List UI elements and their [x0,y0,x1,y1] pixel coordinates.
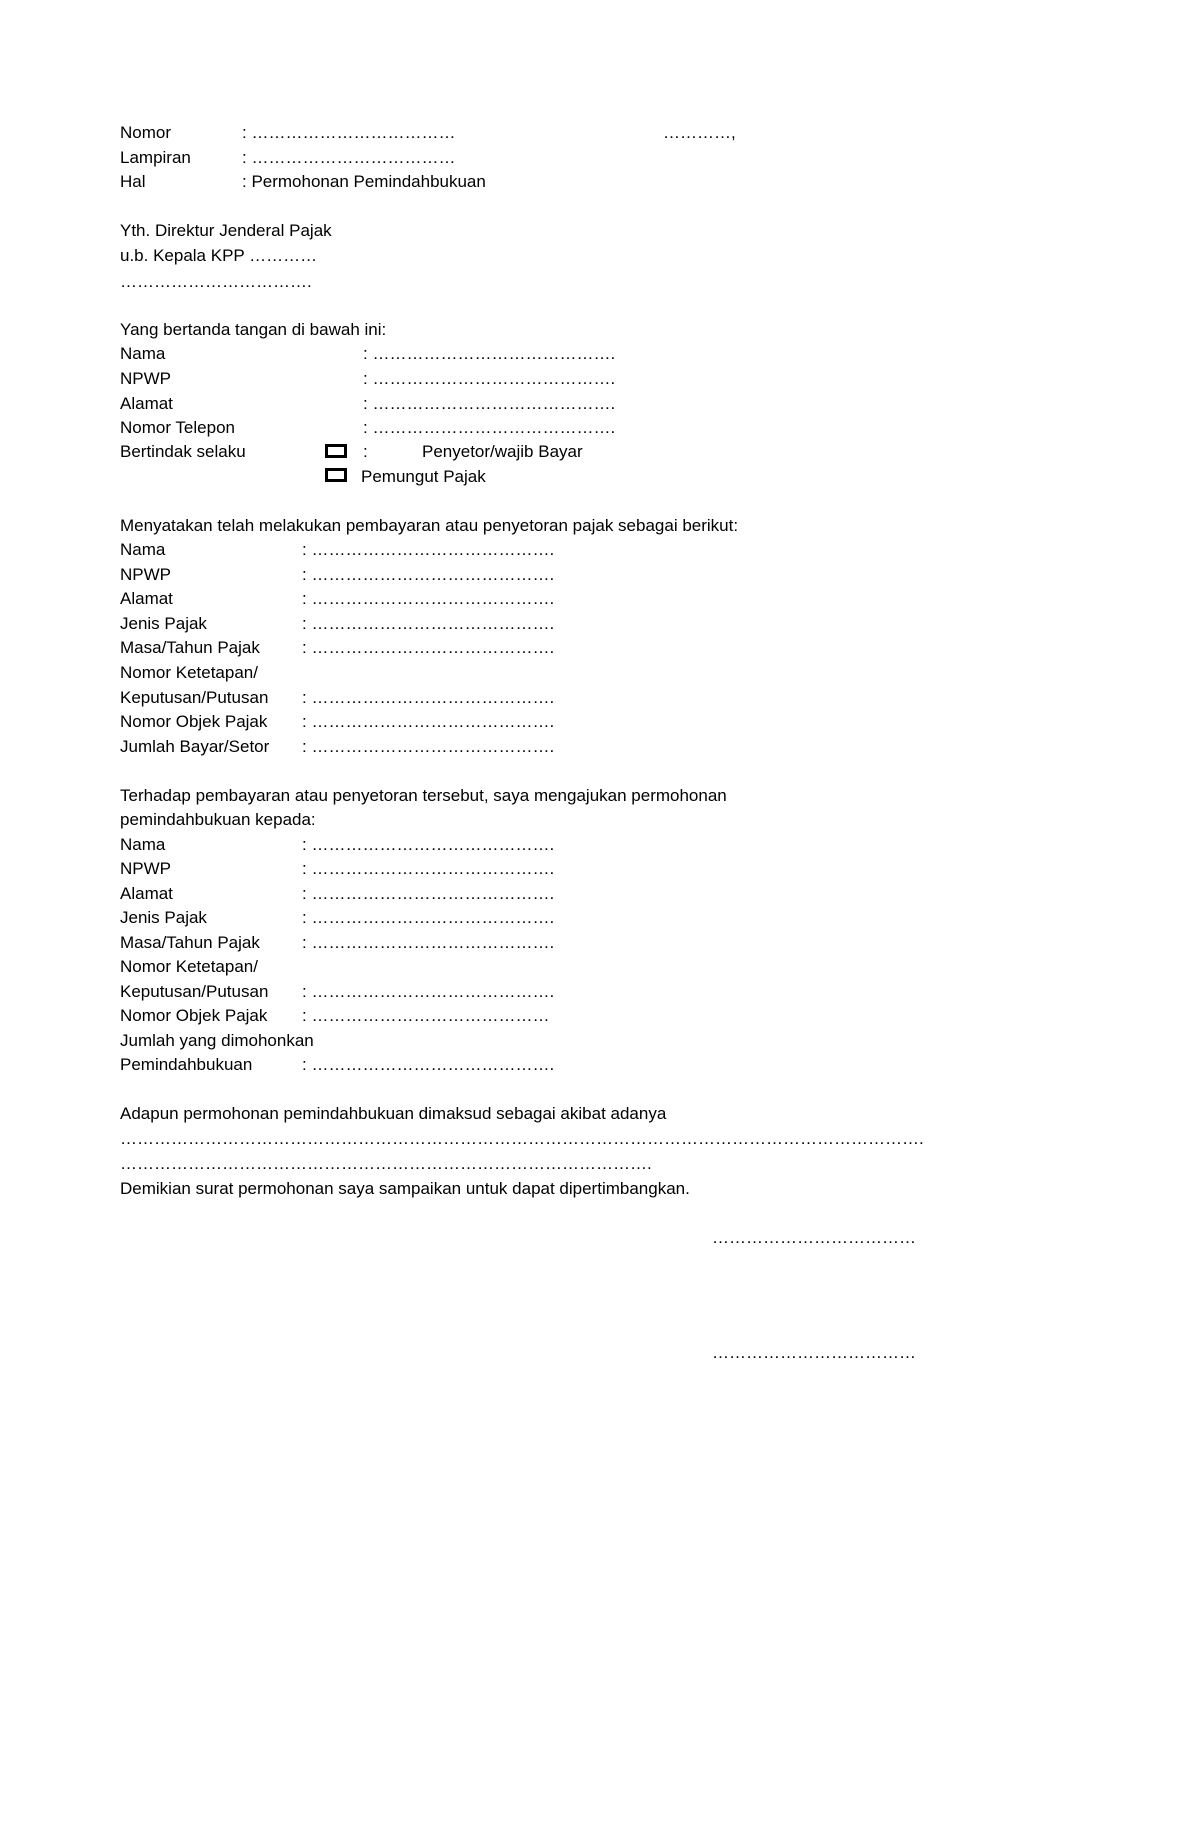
field-label: Jenis Pajak [120,614,207,633]
field-value[interactable]: : ……………………………………. [302,614,555,633]
field-label: Nomor Objek Pajak [120,1006,268,1025]
checkbox-penyetor[interactable] [325,444,347,458]
field-value[interactable]: : ……………………………………. [302,884,555,903]
field-label: Pemindahbukuan [120,1055,253,1074]
field-value[interactable]: : ……………………………………. [363,418,616,437]
field-label: Nomor Telepon [120,418,235,437]
field-value[interactable]: : …………………………………… [302,1006,550,1025]
option-pemungut-label: Pemungut Pajak [361,467,486,486]
field-label: Alamat [120,589,173,608]
field-label: Keputusan/Putusan [120,688,269,707]
field-value[interactable]: : ……………………………………. [363,344,616,363]
signature-name-field[interactable]: ……………………………… [712,1343,916,1362]
field-label: Nama [120,344,166,363]
lampiran-label: Lampiran [120,148,191,167]
reason-line-2[interactable]: ……………………………………………………………………………………………………………………………. [120,1129,924,1148]
place-date-field[interactable]: …………, [663,123,736,142]
nomor-label: Nomor [120,123,172,142]
field-label: Masa/Tahun Pajak [120,638,260,657]
field-label: Nomor Ketetapan/ [120,957,258,976]
acting-label: Bertindak selaku [120,442,246,461]
reason-line-1: Adapun permohonan pemindahbukuan dimaksud sebagai akibat adanya [120,1104,667,1123]
field-value[interactable]: : ……………………………………. [302,737,555,756]
field-value[interactable]: : ……………………………………. [363,369,616,388]
field-value[interactable]: : ……………………………………. [302,982,555,1001]
hal-value: : Permohonan Pemindahbukuan [242,172,486,191]
section1-intro: Yang bertanda tangan di bawah ini: [120,320,387,339]
field-value[interactable]: : ……………………………………. [363,394,616,413]
nomor-field[interactable]: : ……………………………… [242,123,456,142]
field-value[interactable]: : ……………………………………. [302,859,555,878]
reason-line-3[interactable]: …………………………………………………………………………………. [120,1154,652,1173]
field-label: Jumlah yang dimohonkan [120,1031,314,1050]
field-value[interactable]: : ……………………………………. [302,565,555,584]
field-value[interactable]: : ……………………………………. [302,1055,555,1074]
field-label: Nomor Objek Pajak [120,712,268,731]
field-value[interactable]: : ……………………………………. [302,688,555,707]
field-value[interactable]: : ……………………………………. [302,638,555,657]
field-label: Nomor Ketetapan/ [120,663,258,682]
field-value[interactable]: : ……………………………………. [302,540,555,559]
signature-place-field[interactable]: ……………………………… [712,1228,916,1247]
option-penyetor-label: Penyetor/wajib Bayar [422,442,583,461]
recipient-line-3[interactable]: ……………………………. [120,272,312,291]
section3-intro-line-1: Terhadap pembayaran atau penyetoran tersebut, saya mengajukan permohonan [120,786,727,805]
field-label: Alamat [120,394,173,413]
field-label: NPWP [120,859,171,878]
field-label: NPWP [120,565,171,584]
lampiran-field[interactable]: : ……………………………… [242,148,456,167]
field-label: Jenis Pajak [120,908,207,927]
field-label: Keputusan/Putusan [120,982,269,1001]
field-value[interactable]: : ……………………………………. [302,933,555,952]
field-value[interactable]: : ……………………………………. [302,712,555,731]
field-label: Nama [120,835,166,854]
field-value[interactable]: : ……………………………………. [302,908,555,927]
field-label: NPWP [120,369,171,388]
field-value[interactable]: : ……………………………………. [302,589,555,608]
section3-intro-line-2: pemindahbukuan kepada: [120,810,316,829]
hal-label: Hal [120,172,146,191]
recipient-line-1: Yth. Direktur Jenderal Pajak [120,221,332,240]
section2-intro: Menyatakan telah melakukan pembayaran atau penyetoran pajak sebagai berikut: [120,516,739,535]
field-label: Masa/Tahun Pajak [120,933,260,952]
recipient-line-2[interactable]: u.b. Kepala KPP ………… [120,246,318,265]
field-label: Jumlah Bayar/Setor [120,737,270,756]
field-label: Alamat [120,884,173,903]
checkbox-pemungut[interactable] [325,468,347,482]
closing-statement: Demikian surat permohonan saya sampaikan untuk dapat dipertimbangkan. [120,1179,690,1198]
option-colon: : [363,442,368,461]
field-value[interactable]: : ……………………………………. [302,835,555,854]
field-label: Nama [120,540,166,559]
